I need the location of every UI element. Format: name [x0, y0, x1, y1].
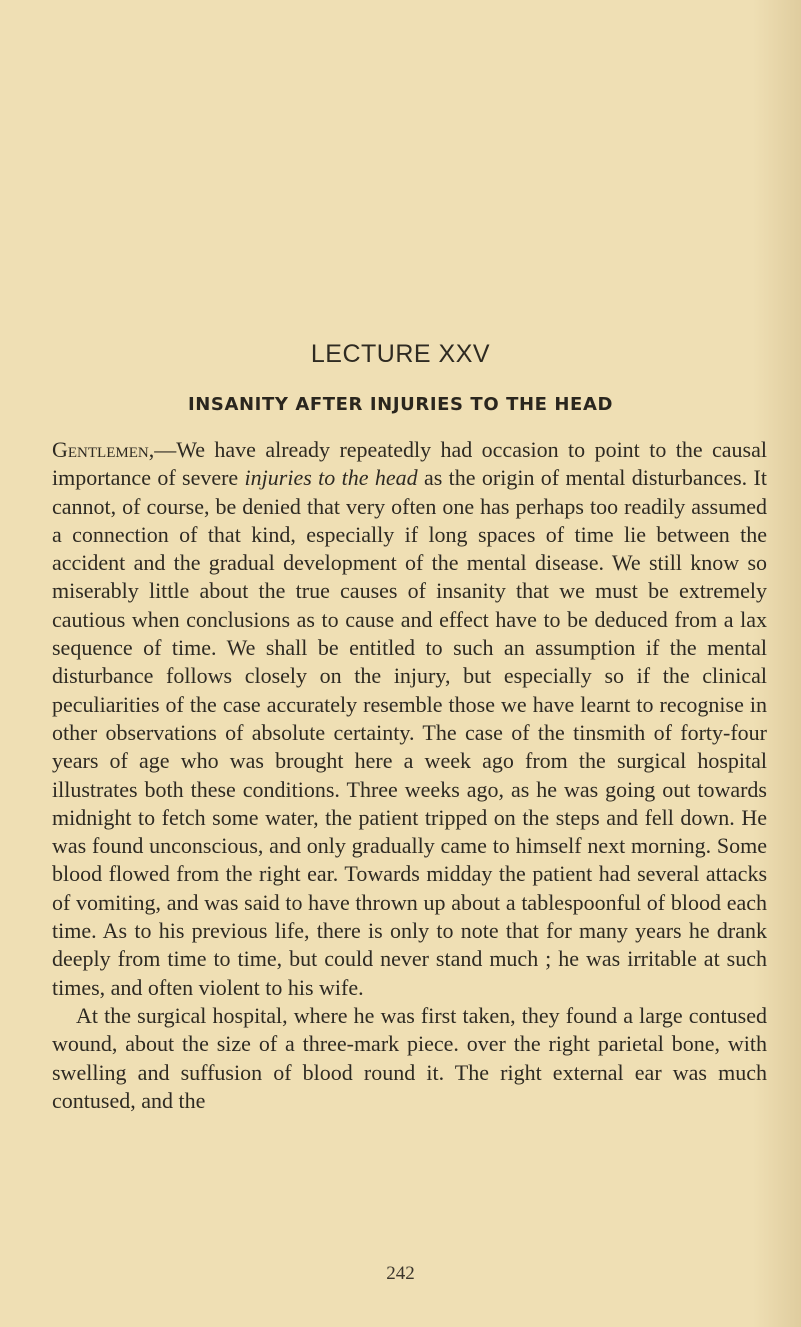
page-number: 242	[386, 1263, 415, 1284]
italic-phrase: injuries to the head	[244, 465, 418, 491]
opening-word: Gentlemen,	[52, 437, 155, 462]
lecture-heading: LECTURE XXV	[310, 340, 491, 368]
paragraph-1	[52, 436, 767, 1002]
body-text	[52, 436, 767, 1115]
paragraph-1-text-a: —We have already repeatedly had occasion to point to the causal importance of severe	[52, 437, 767, 491]
paragraph-1-text-b: as the origin of mental disturbances. It cannot, of course, be denied that very often one has perhaps too readily assumed a connection of that kind, especially if long spaces of time lie between the accident and the gradual development of the mental disease. We still know so miserably little about the true causes of insanity that we must be extremely cautious when conclusions as to cause and effect have to be deduced from a lax sequence of time. We shall be entitled to such an assumption if the mental disturbance follows closely on the injury, but especially so if the clinical peculiarities of the case accurately resemble those we have learnt to recognise in other observations of absolute certainty. The case of the tinsmith of forty-four years of age who was brought here a week ago from the surgical hospital illustrates both these conditions. Three weeks ago, as he was going out towards midnight to fetch some water, the patient tripped on the steps and fell down. He was found unconscious, and only gradually came to himself next morning. Some blood flowed from the right ear. Towards midday the patient had several attacks of vomiting, and was said to have thrown up about a tablespoonful of blood each time. As to his previous life, there is only to note that for many years he drank deeply from time to time, but could never stand much ; he was irritable at such times, and often violent to his wife.	[52, 465, 767, 1000]
paragraph-2: At the surgical hospital, where he was first taken, they found a large contused wound, about the size of a three-mark piece. over the right parietal bone, with swelling and suffusion of blood round it. The right external ear was much contused, and the	[52, 1002, 767, 1113]
chapter-title: INSANITY AFTER INJURIES TO THE HEAD	[187, 394, 614, 415]
